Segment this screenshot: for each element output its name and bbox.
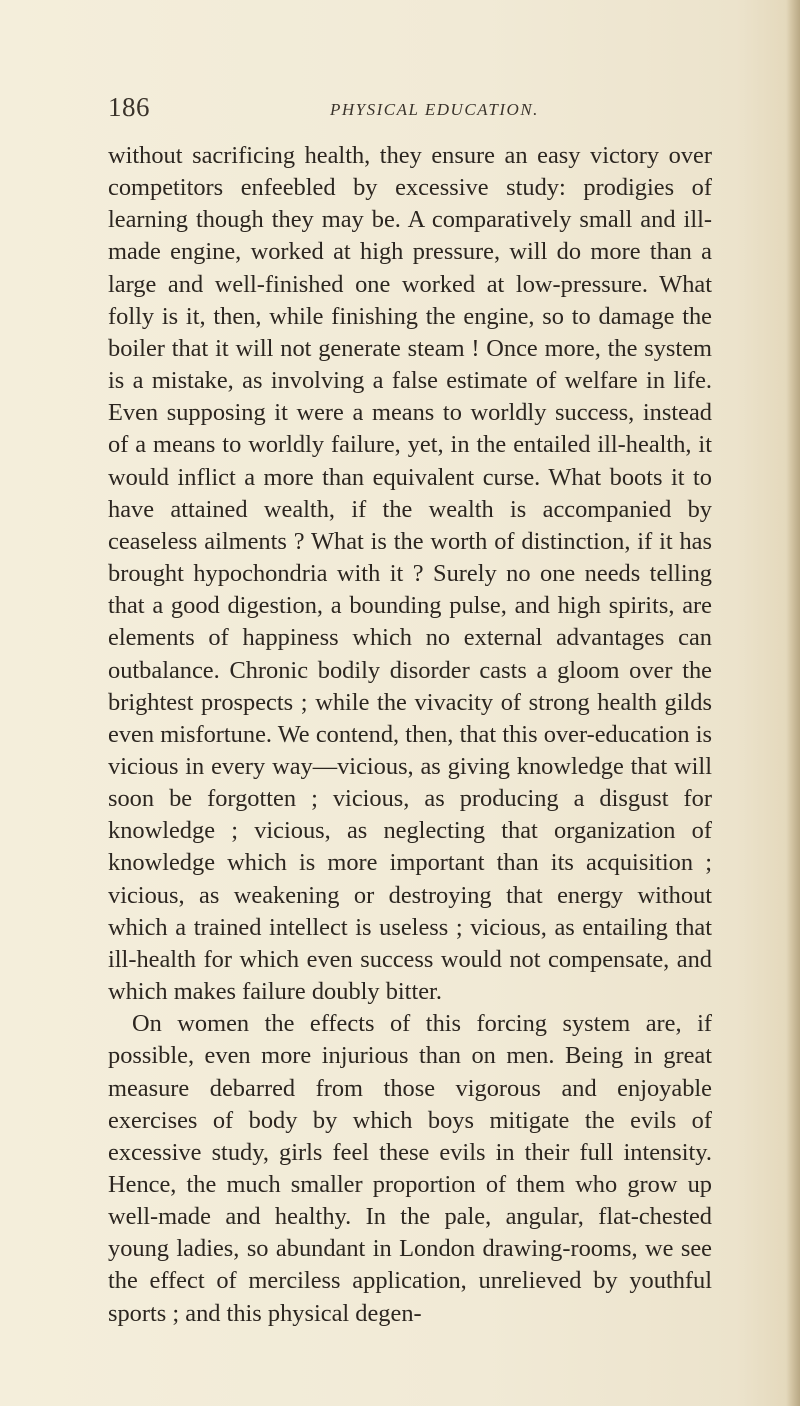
paragraph-women: On women the effects of this forcing system are, if possible, even more injurious than on men. Being in great measure debarred from those vigorous and enjoyable exercises of body by which boys mitigate the evils of excessive study, girls feel these evils in their full intensity. Hence, the much smaller proportion of them who grow up well-made and healthy. In the pale, angular, flat-chested young ladies, so abundant in London drawing-rooms, we see the effect of merciless application, unrelieved by youthful sports ; and this physical degen- [108, 1010, 712, 1327]
page-number: 186 [108, 92, 150, 122]
body-text [108, 140, 712, 1330]
page-edge-shadow [786, 0, 800, 1406]
running-head: PHYSICAL EDUCATION. [330, 100, 539, 119]
paragraph-continued: without sacrificing health, they ensure an easy victory over competitors enfeebled by excessive study: prodigies of learning though they may be. A comparatively small and ill-made engine, worked at high pressure, will do more than a large and well-finished one worked at low-pressure. What folly is it, then, while finishing the engine, so to damage the boiler that it will not generate steam ! Once more, the system is a mistake, as involving a false estimate of welfare in life. Even supposing it were a means to worldly success, instead of a means to worldly failure, yet, in the entailed ill-health, it would inflict a more than equivalent curse. What boots it to have attained wealth, if the wealth is accompanied by ceaseless ailments ? What is the worth of distinction, if it has brought hypochondria with it ? Surely no one needs telling that a good digestion, a bounding pulse, and high spirits, are elements of happiness which no external advantages can outbalance. Chronic bodily disorder casts a gloom over the brightest prospects ; while the vivacity of strong health gilds even misfortune. We contend, then, that this over-education is vicious in every way—vicious, as giving knowledge that will soon be forgotten ; vicious, as producing a disgust for knowledge ; vicious, as neglecting that organization of knowledge which is more important than its acquisition ; vicious, as weakening or destroying that energy without which a trained intellect is useless ; vicious, as entailing that ill-health for which even success would not compensate, and which makes failure doubly bitter. [108, 142, 712, 1006]
page-header [0, 92, 800, 132]
